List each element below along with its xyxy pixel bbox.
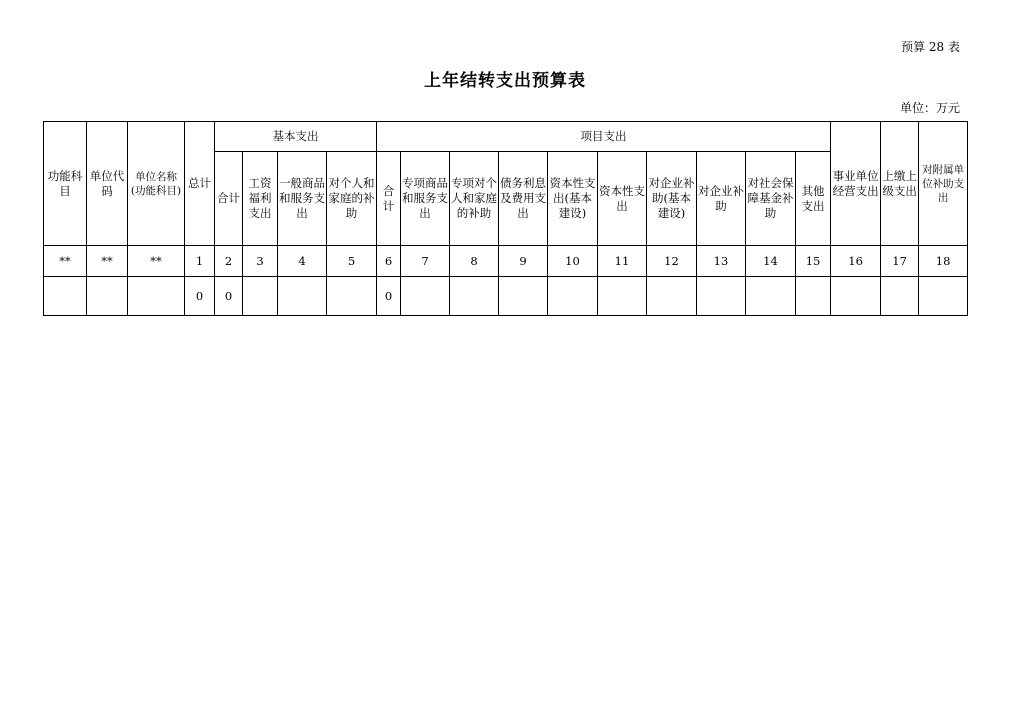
table-cell bbox=[647, 277, 697, 316]
group-basic-expenditure: 基本支出 bbox=[215, 122, 377, 152]
table-cell: 9 bbox=[499, 246, 548, 277]
table-row bbox=[44, 277, 968, 316]
table-cell bbox=[598, 277, 647, 316]
table-cell: 0 bbox=[377, 277, 401, 316]
number-row bbox=[44, 246, 968, 277]
table-cell: 12 bbox=[647, 246, 697, 277]
table-cell: 3 bbox=[243, 246, 278, 277]
table-cell bbox=[831, 277, 881, 316]
budget-table bbox=[43, 121, 968, 316]
table-cell: 5 bbox=[327, 246, 377, 277]
table-cell bbox=[401, 277, 450, 316]
table-cell bbox=[919, 277, 968, 316]
col-func-subject: 功能科目 bbox=[44, 122, 87, 246]
table-cell bbox=[44, 277, 87, 316]
table-cell bbox=[697, 277, 746, 316]
table-cell bbox=[450, 277, 499, 316]
table-cell: 15 bbox=[796, 246, 831, 277]
table-cell: ** bbox=[128, 246, 185, 277]
table-cell bbox=[746, 277, 796, 316]
table-cell: 0 bbox=[185, 277, 215, 316]
page-title: 上年结转支出预算表 bbox=[424, 71, 586, 91]
col-debt-interest: 债务利息及费用支出 bbox=[499, 152, 548, 246]
col-basic-sum: 合计 bbox=[215, 152, 243, 246]
table-cell: 11 bbox=[598, 246, 647, 277]
col-other: 其他支出 bbox=[796, 152, 831, 246]
header-row-1 bbox=[44, 122, 968, 152]
unit-label: 单位：万元 bbox=[899, 101, 960, 115]
col-social-security: 对社会保障基金补助 bbox=[746, 152, 796, 246]
col-superior: 上缴上级支出 bbox=[881, 122, 919, 246]
table-cell: 14 bbox=[746, 246, 796, 277]
table-cell bbox=[278, 277, 327, 316]
table-cell: 10 bbox=[548, 246, 598, 277]
col-special-goods: 专项商品和服务支出 bbox=[401, 152, 450, 246]
table-cell bbox=[243, 277, 278, 316]
col-personal-subsidy: 对个人和家庭的补助 bbox=[327, 152, 377, 246]
col-capital: 资本性支出 bbox=[598, 152, 647, 246]
table-tag: 预算 28 表 bbox=[901, 40, 960, 54]
table-cell: 6 bbox=[377, 246, 401, 277]
col-affiliated: 对附属单位补助支出 bbox=[919, 122, 968, 246]
table-cell: 8 bbox=[450, 246, 499, 277]
table-cell: ** bbox=[44, 246, 87, 277]
table-cell: 0 bbox=[215, 277, 243, 316]
table-cell bbox=[796, 277, 831, 316]
table-cell bbox=[548, 277, 598, 316]
col-total: 总计 bbox=[185, 122, 215, 246]
table-cell: 7 bbox=[401, 246, 450, 277]
table-cell: 18 bbox=[919, 246, 968, 277]
col-business-operation: 事业单位经营支出 bbox=[831, 122, 881, 246]
col-unit-name: 单位名称(功能科目) bbox=[128, 122, 185, 246]
col-project-sum: 合计 bbox=[377, 152, 401, 246]
table-cell bbox=[499, 277, 548, 316]
table-cell bbox=[87, 277, 128, 316]
table-cell bbox=[128, 277, 185, 316]
col-goods-services: 一般商品和服务支出 bbox=[278, 152, 327, 246]
table-cell: 2 bbox=[215, 246, 243, 277]
col-capital-construction: 资本性支出(基本建设) bbox=[548, 152, 598, 246]
table-cell: 13 bbox=[697, 246, 746, 277]
group-project-expenditure: 项目支出 bbox=[377, 122, 831, 152]
col-unit-code: 单位代码 bbox=[87, 122, 128, 246]
col-enterprise: 对企业补助 bbox=[697, 152, 746, 246]
table-cell: 17 bbox=[881, 246, 919, 277]
table-cell: 4 bbox=[278, 246, 327, 277]
col-special-personal: 专项对个人和家庭的补助 bbox=[450, 152, 499, 246]
col-enterprise-construction: 对企业补助(基本建设) bbox=[647, 152, 697, 246]
table-cell: 16 bbox=[831, 246, 881, 277]
table-cell: ** bbox=[87, 246, 128, 277]
table-cell: 1 bbox=[185, 246, 215, 277]
table-cell bbox=[327, 277, 377, 316]
col-wages: 工资福利支出 bbox=[243, 152, 278, 246]
table-cell bbox=[881, 277, 919, 316]
